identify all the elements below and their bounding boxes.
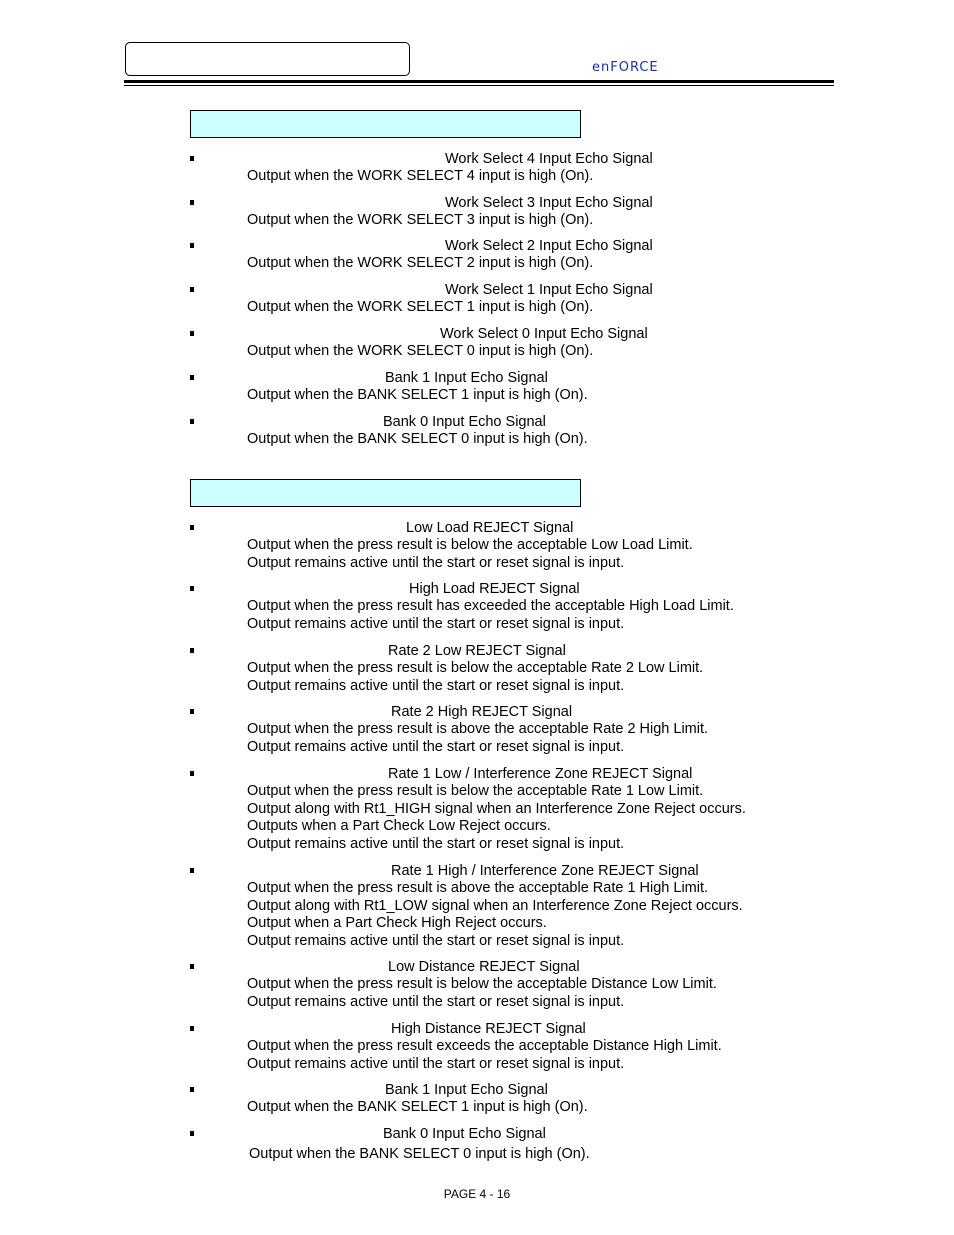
signal-description: Output when the WORK SELECT 0 input is high (On). — [247, 343, 594, 359]
signal-description: Output remains active until the start or reset signal is input. — [247, 677, 625, 694]
bullet-icon — [190, 375, 194, 380]
signal-description: Output along with Rt1_HIGH signal when an Interference Zone Reject occurs. — [247, 800, 746, 817]
bullet-icon — [190, 709, 194, 714]
bullet-icon — [190, 156, 194, 161]
signal-description: Output when the press result is below the acceptable Low Load Limit. — [247, 537, 693, 553]
signal-description: Output when the WORK SELECT 4 input is high (On). — [247, 168, 594, 184]
signal-description: Output when a Part Check High Reject occurs. — [247, 915, 547, 931]
signal-description: Output when the BANK SELECT 1 input is high (On). — [247, 1099, 588, 1115]
bullet-icon — [190, 868, 194, 873]
signal-description: Output when the WORK SELECT 2 input is high (On). — [247, 255, 594, 271]
bullet-icon — [190, 243, 194, 248]
signal-title: Rate 2 Low REJECT Signal — [388, 643, 566, 659]
bullet-icon — [190, 287, 194, 292]
bullet-icon — [190, 1087, 194, 1092]
signal-description: Output remains active until the start or reset signal is input. — [247, 993, 625, 1010]
bullet-icon — [190, 331, 194, 336]
signal-description: Output when the WORK SELECT 1 input is high (On). — [247, 299, 594, 315]
signal-title: Bank 0 Input Echo Signal — [383, 1126, 546, 1142]
signal-description: Output remains active until the start or reset signal is input. — [247, 932, 625, 949]
signal-description: Output along with Rt1_LOW signal when an Interference Zone Reject occurs. — [247, 897, 743, 914]
signal-description: Output when the press result exceeds the acceptable Distance High Limit. — [247, 1038, 722, 1054]
bullet-icon — [190, 525, 194, 530]
signal-title: High Load REJECT Signal — [409, 581, 580, 597]
signal-title: Low Distance REJECT Signal — [388, 959, 580, 975]
signal-title: Rate 1 Low / Interference Zone REJECT Signal — [388, 766, 693, 782]
signal-title: Work Select 1 Input Echo Signal — [445, 282, 653, 298]
signal-title: Rate 1 High / Interference Zone REJECT Signal — [391, 863, 699, 879]
signal-title: Bank 1 Input Echo Signal — [385, 1082, 548, 1098]
header-rule — [124, 80, 834, 83]
bullet-icon — [190, 1026, 194, 1031]
signal-title: Bank 0 Input Echo Signal — [383, 414, 546, 430]
bullet-icon — [190, 648, 194, 653]
header-rule-thin — [124, 85, 834, 86]
bullet-icon — [190, 771, 194, 776]
signal-description: Output remains active until the start or reset signal is input. — [247, 1055, 625, 1072]
signal-title: Work Select 2 Input Echo Signal — [445, 238, 653, 254]
signal-description: Output when the press result is below the acceptable Rate 1 Low Limit. — [247, 783, 704, 799]
signal-description: Output remains active until the start or reset signal is input. — [247, 615, 625, 632]
header-title-box — [125, 42, 410, 76]
signal-description: Output remains active until the start or reset signal is input. — [247, 738, 625, 755]
signal-description: Output remains active until the start or reset signal is input. — [247, 835, 625, 852]
signal-description: Output when the press result is below the acceptable Distance Low Limit. — [247, 976, 717, 992]
signal-title: Work Select 4 Input Echo Signal — [445, 151, 653, 167]
signal-description: Output when the BANK SELECT 0 input is high (On). — [247, 431, 588, 447]
bullet-icon — [190, 419, 194, 424]
section-heading-box — [190, 110, 581, 138]
signal-description: Output when the BANK SELECT 1 input is high (On). — [247, 387, 588, 403]
signal-description: Output when the WORK SELECT 3 input is high (On). — [247, 212, 594, 228]
signal-description: Output when the press result is above the acceptable Rate 1 High Limit. — [247, 880, 709, 896]
bullet-icon — [190, 1131, 194, 1136]
bullet-icon — [190, 200, 194, 205]
signal-description: Output when the press result has exceeded the acceptable High Load Limit. — [247, 598, 734, 614]
signal-title: Bank 1 Input Echo Signal — [385, 370, 548, 386]
signal-description: Output when the press result is below the acceptable Rate 2 Low Limit. — [247, 660, 704, 676]
signal-description: Output remains active until the start or reset signal is input. — [247, 554, 625, 571]
signal-title: High Distance REJECT Signal — [391, 1021, 586, 1037]
signal-title: Rate 2 High REJECT Signal — [391, 704, 573, 720]
brand-logo: enFORCE — [592, 60, 659, 75]
bullet-icon — [190, 586, 194, 591]
signal-description: Outputs when a Part Check Low Reject occurs. — [247, 818, 551, 834]
bullet-icon — [190, 964, 194, 969]
page-number: PAGE 4 - 16 — [443, 1187, 511, 1201]
signal-description: Output when the BANK SELECT 0 input is high (On). — [249, 1146, 590, 1162]
signal-title: Low Load REJECT Signal — [406, 520, 574, 536]
signal-description: Output when the press result is above the acceptable Rate 2 High Limit. — [247, 721, 709, 737]
section-heading-box — [190, 479, 581, 507]
signal-title: Work Select 0 Input Echo Signal — [440, 326, 648, 342]
signal-title: Work Select 3 Input Echo Signal — [445, 195, 653, 211]
